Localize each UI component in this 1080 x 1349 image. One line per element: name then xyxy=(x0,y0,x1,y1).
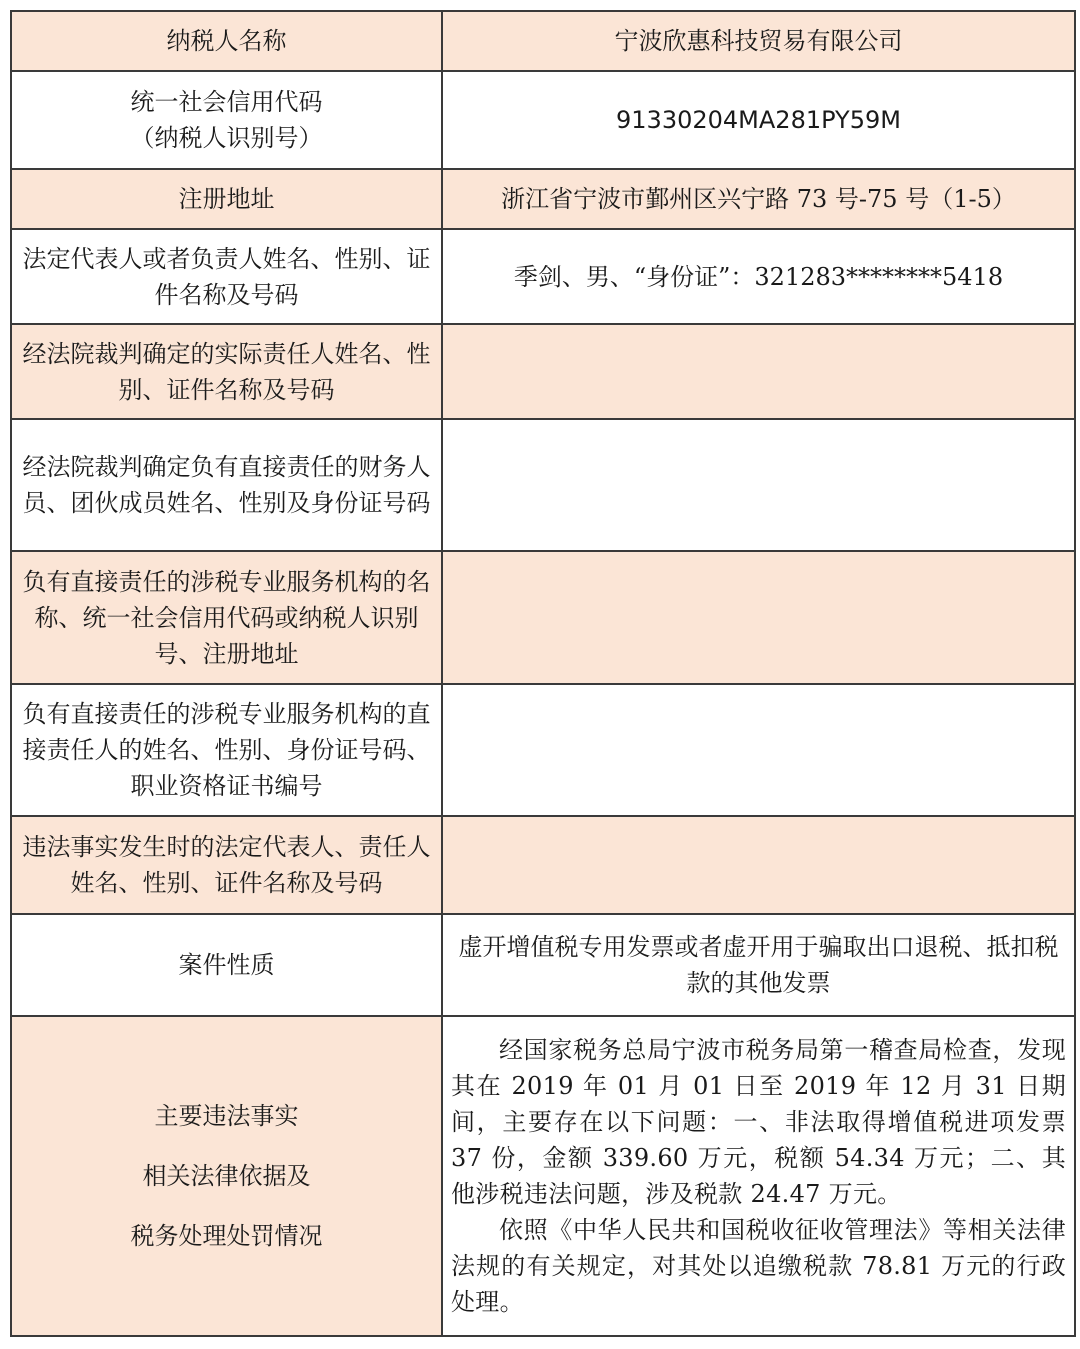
row-agency-responsible-person xyxy=(11,684,1075,816)
value-credit-code: 91330204MA281PY59M xyxy=(442,71,1075,169)
label-finance-staff: 经法院裁判确定负有直接责任的财务人员、团伙成员姓名、性别及身份证号码 xyxy=(11,419,442,551)
row-main-facts xyxy=(11,1016,1075,1336)
value-finance-staff xyxy=(442,419,1075,551)
label-agency-responsible-person: 负有直接责任的涉税专业服务机构的直接责任人的姓名、性别、身份证号码、职业资格证书编号 xyxy=(11,684,442,816)
value-taxpayer-name: 宁波欣惠科技贸易有限公司 xyxy=(442,11,1075,71)
row-case-nature xyxy=(11,914,1075,1016)
label-taxpayer-name: 纳税人名称 xyxy=(11,11,442,71)
label-actual-responsible-person: 经法院裁判确定的实际责任人姓名、性别、证件名称及号码 xyxy=(11,324,442,419)
value-legal-representative: 季剑、男、“身份证”：321283********5418 xyxy=(442,229,1075,324)
value-agency-responsible-person xyxy=(442,684,1075,816)
label-representative-at-time: 违法事实发生时的法定代表人、责任人姓名、性别、证件名称及号码 xyxy=(11,816,442,914)
row-registered-address xyxy=(11,169,1075,229)
value-service-agency xyxy=(442,551,1075,684)
facts-paragraph: 经国家税务总局宁波市税务局第一稽查局检查，发现其在 2019 年 01 月 01 日至 2019 年 12 月 31 日期间，主要存在以下问题：一、非法取得增值税进项发票 37 份，金额 339.60 万元，税额 54.34 万元；二、其他涉税违法问题，涉及税款 24.47 万元。 xyxy=(451,1036,1066,1208)
label-legal-representative: 法定代表人或者负责人姓名、性别、证件名称及号码 xyxy=(11,229,442,324)
value-actual-responsible-person xyxy=(442,324,1075,419)
label-service-agency: 负有直接责任的涉税专业服务机构的名称、统一社会信用代码或纳税人识别号、注册地址 xyxy=(11,551,442,684)
row-service-agency xyxy=(11,551,1075,684)
row-finance-staff xyxy=(11,419,1075,551)
row-legal-representative xyxy=(11,229,1075,324)
facts-paragraph: 依照《中华人民共和国税收征收管理法》等相关法律法规的有关规定，对其处以追缴税款 78.81 万元的行政处理。 xyxy=(451,1216,1066,1316)
row-credit-code xyxy=(11,71,1075,169)
row-actual-responsible-person xyxy=(11,324,1075,419)
label-registered-address: 注册地址 xyxy=(11,169,442,229)
value-registered-address: 浙江省宁波市鄞州区兴宁路 73 号-75 号（1-5） xyxy=(442,169,1075,229)
label-main-facts: 主要违法事实 相关法律依据及 税务处理处罚情况 xyxy=(11,1016,442,1336)
value-main-facts xyxy=(442,1016,1075,1336)
row-representative-at-time xyxy=(11,816,1075,914)
row-taxpayer-name xyxy=(11,11,1075,71)
label-case-nature: 案件性质 xyxy=(11,914,442,1016)
value-representative-at-time xyxy=(442,816,1075,914)
tax-violation-table xyxy=(10,10,1076,1337)
label-credit-code: 统一社会信用代码 （纳税人识别号） xyxy=(11,71,442,169)
value-case-nature: 虚开增值税专用发票或者虚开用于骗取出口退税、抵扣税款的其他发票 xyxy=(442,914,1075,1016)
